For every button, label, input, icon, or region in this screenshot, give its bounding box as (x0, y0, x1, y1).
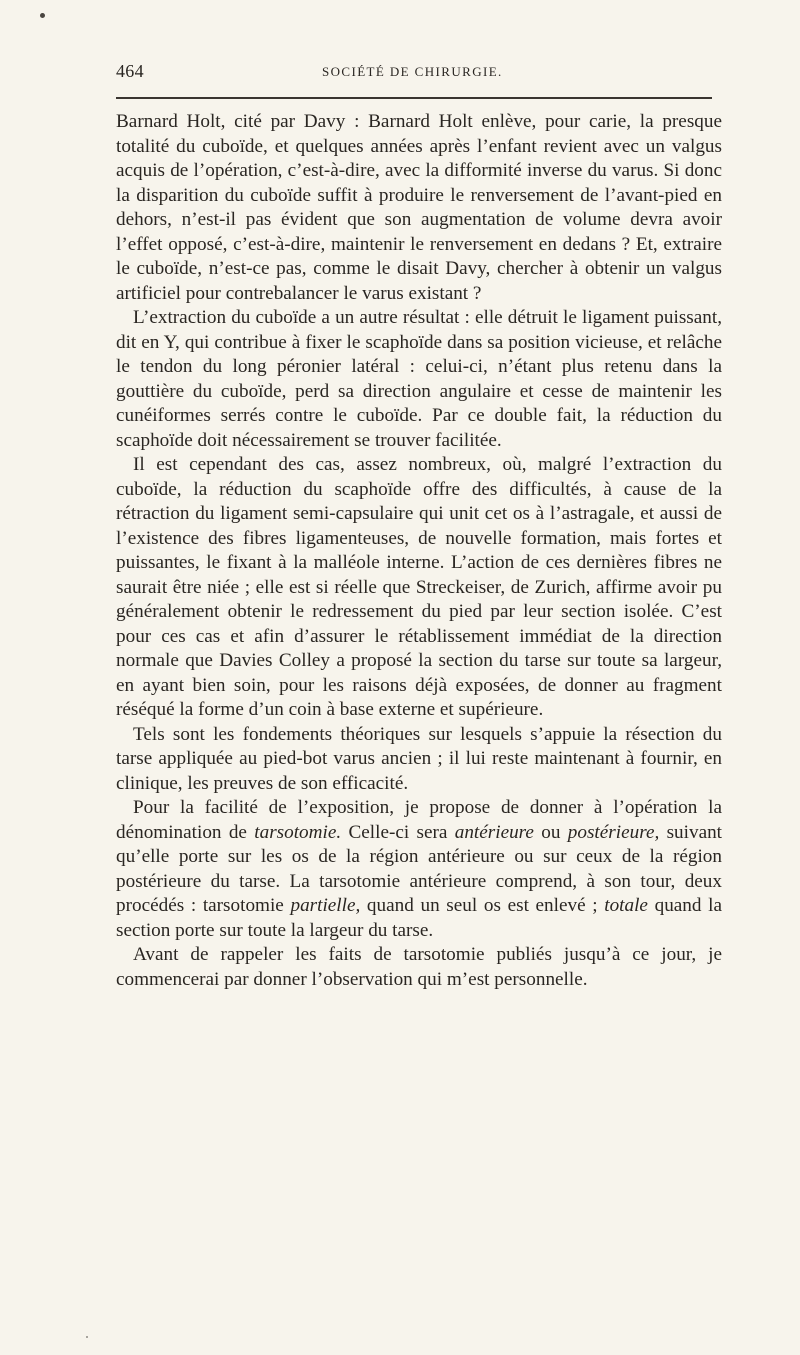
italic-term: tarsotomie. (254, 821, 342, 843)
paragraph: Il est cependant des cas, assez nombreux, où, malgré l’extraction du cuboïde, la réduction du scaphoïde offre des difficultés, à cause de la rétraction du ligament semi-capsulaire qui unit cet os à l’astragale, et aussi de l’existence des fibres ligamenteuses, de nouvelle formation, mais fortes et puissantes, le fixant à la malléole interne. L’action de ces dernières fibres ne saurait être niée ; elle est si réelle que Streckeiser, de Zurich, affirme avoir pu généralement obtenir le redressement du pied par leur section isolée. C’est pour ces cas et afin d’assurer le rétablissement immédiat de la direction normale que Davies Colley a proposé la section du tarse sur toute sa largeur, en ayant bien soin, pour les raisons déjà exposées, de donner au fragment réséqué la forme d’un coin à base externe et supérieure. (116, 454, 722, 720)
italic-term: partielle, (290, 895, 361, 916)
paragraph: L’extraction du cuboïde a un autre résultat : elle détruit le ligament puissant, dit en Y, qui contribue à fixer le scaphoïde dans sa position vicieuse, et relâche le tendon du long péronier latéral : celui-ci, n’étant plus retenu dans la gouttière du cuboïde, perd sa direction angulaire et cesse de maintenir les cunéiformes serrés contre le cuboïde. Par ce double fait, la réduction du scaphoïde doit nécessairement se trouver facilitée. (116, 307, 722, 451)
italic-term: antérieure (454, 821, 534, 843)
body-text (116, 110, 722, 992)
ink-speck (86, 1336, 88, 1338)
page-header (116, 61, 712, 85)
running-title: SOCIÉTÉ DE CHIRURGIE. (322, 64, 503, 79)
text-run: ou (533, 821, 568, 843)
ink-speck (40, 13, 45, 18)
header-rule (116, 97, 712, 99)
page-number: 464 (116, 61, 144, 81)
paragraph: Barnard Holt, cité par Davy : Barnard Holt enlève, pour carie, la presque totalité du cuboïde, et quelques années après l’enfant revient avec un valgus acquis de l’opération, c’est-à-dire, avec la difformité inverse du varus. Si donc la disparition du cuboïde suffit à produire le renversement de l’avant-pied en dehors, n’est-il pas évident que son augmentation de volume devra avoir l’effet opposé, c’est-à-dire, maintenir le renversement en dedans ? Et, extraire le cuboïde, n’est-ce pas, comme le disait Davy, chercher à obtenir un valgus artificiel pour contrebalancer le varus existant ? (116, 111, 722, 304)
paragraph (116, 796, 722, 943)
italic-term: totale (604, 895, 648, 916)
italic-term: postérieure, (567, 821, 660, 843)
paragraph: Avant de rappeler les faits de tarsotomie publiés jusqu’à ce jour, je commencerai par donner l’observation qui m’est personnelle. (116, 944, 722, 990)
text-run: Pour la facilité de l’exposition, je propose de donner à l’opération la dénomination de (116, 797, 722, 843)
text-run: suivant qu’elle porte sur les os de la région antérieure ou sur ceux de la région postérieure du tarse. La tarsotomie antérieure comprend, à son tour, deux procédés : tarsotomie (116, 821, 723, 916)
text-run: quand un seul os est enlevé ; (360, 895, 605, 916)
paragraph: Tels sont les fondements théoriques sur lesquels s’appuie la résection du tarse appliquée au pied-bot varus ancien ; il lui reste maintenant à fournir, en clinique, les preuves de son efficacité. (116, 723, 722, 794)
text-run: Celle-ci sera (341, 821, 455, 843)
text-run: quand la section porte sur toute la largeur du tarse. (116, 895, 722, 941)
